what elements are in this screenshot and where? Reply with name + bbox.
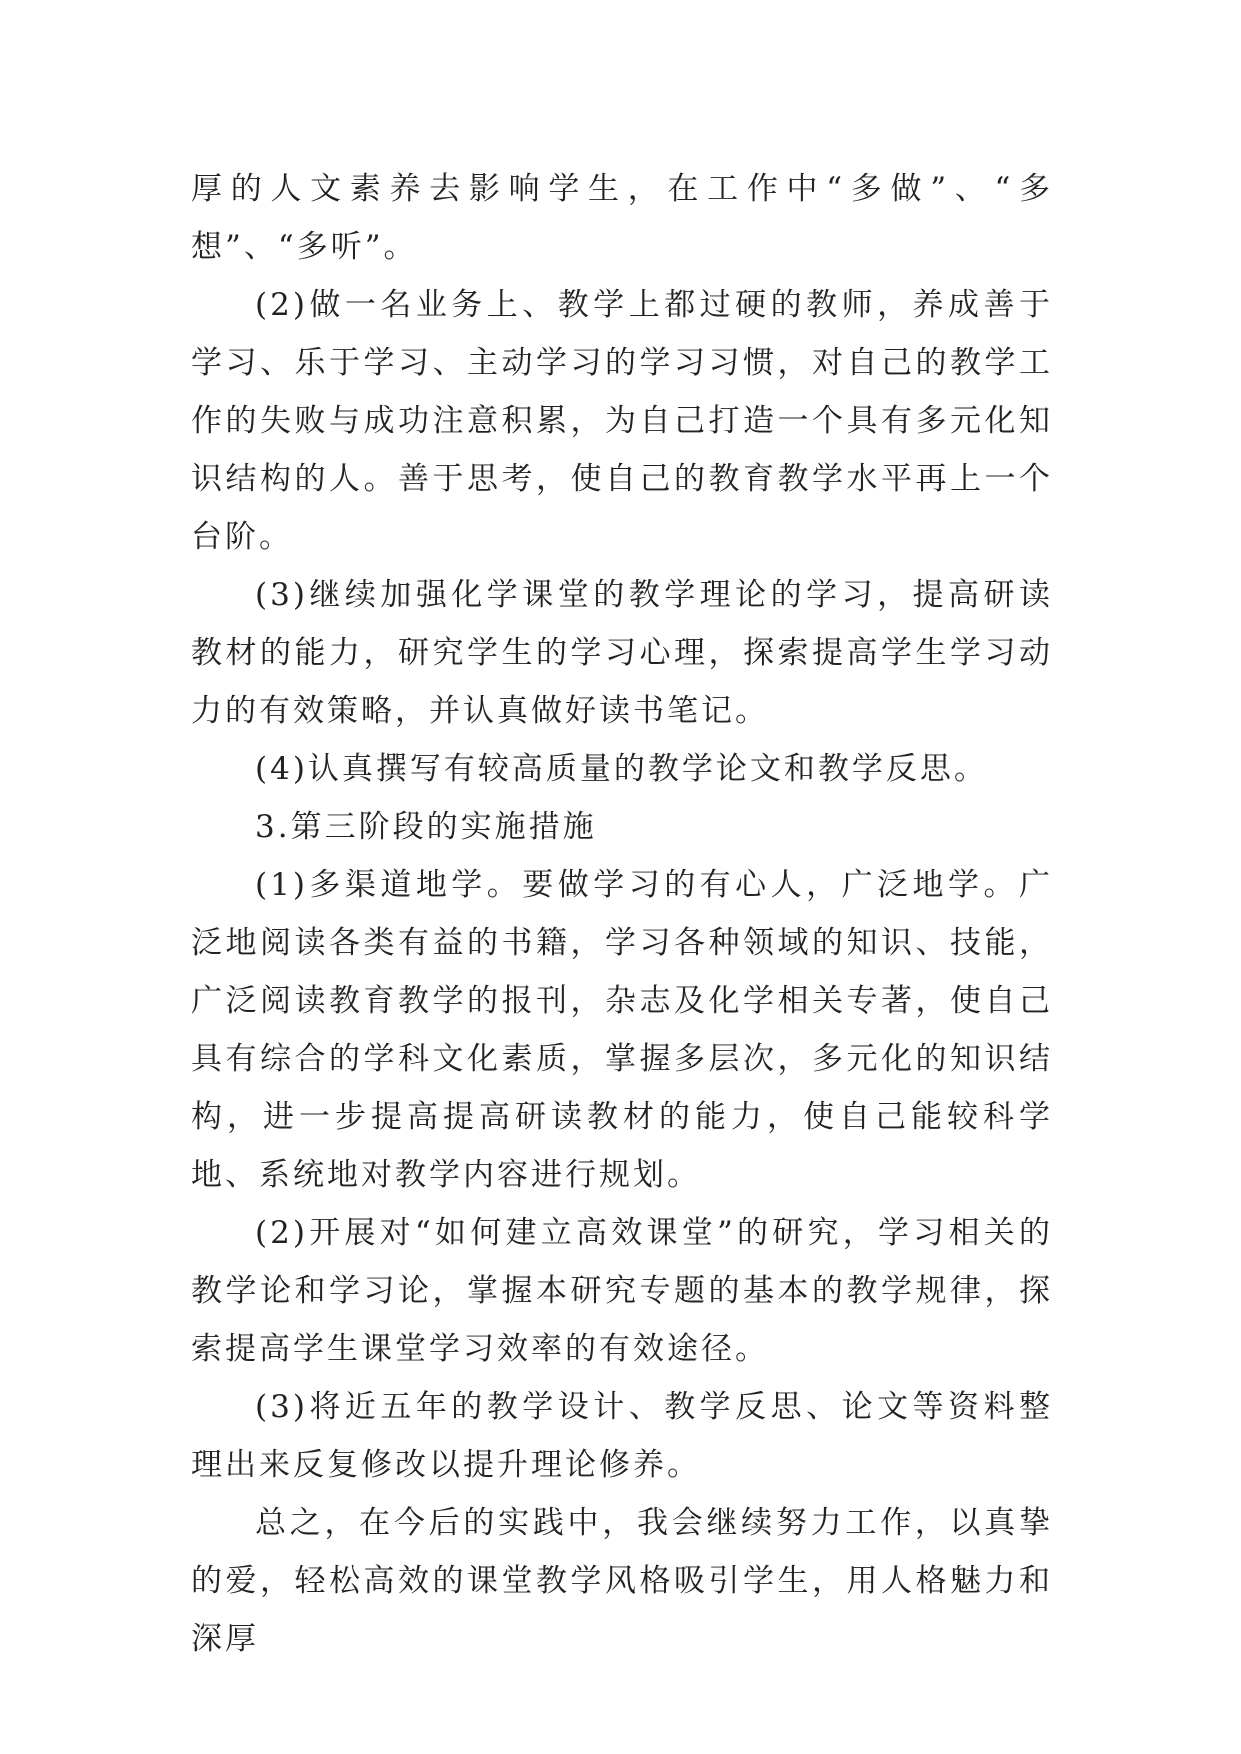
paragraph-item-3: (3)继续加强化学课堂的教学理论的学习，提高研读教材的能力，研究学生的学习心理，探索提高学生学习动力的有效策略，并认真做好读书笔记。 (191, 577, 1053, 729)
paragraph-continuation: 厚的人文素养去影响学生，在工作中“多做”、“多想”、“多听”。 (191, 171, 1053, 265)
section-heading-stage-3: 3.第三阶段的实施措施 (255, 809, 597, 845)
paragraph-stage3-item-2: (2)开展对“如何建立高效课堂”的研究，学习相关的教学论和学习论，掌握本研究专题的基本的教学规律，探索提高学生课堂学习效率的有效途径。 (191, 1215, 1053, 1367)
paragraph-stage3-item-1: (1)多渠道地学。要做学习的有心人，广泛地学。广泛地阅读各类有益的书籍，学习各种领域的知识、技能，广泛阅读教育教学的报刊，杂志及化学相关专著，使自己具有综合的学科文化素质，掌握多层次，多元化的知识结构，进一步提高提高研读教材的能力，使自己能较科学地、系统地对教学内容进行规划。 (191, 867, 1053, 1193)
paragraph-item-2: (2)做一名业务上、教学上都过硬的教师，养成善于学习、乐于学习、主动学习的学习习惯，对自己的教学工作的失败与成功注意积累，为自己打造一个具有多元化知识结构的人。善于思考，使自己的教育教学水平再上一个台阶。 (191, 287, 1053, 555)
document-body (191, 160, 1053, 1668)
paragraph-item-4: (4)认真撰写有较高质量的教学论文和教学反思。 (255, 751, 988, 787)
paragraph-stage3-item-3: (3)将近五年的教学设计、教学反思、论文等资料整理出来反复修改以提升理论修养。 (191, 1389, 1053, 1483)
paragraph-conclusion: 总之，在今后的实践中，我会继续努力工作，以真挚的爱，轻松高效的课堂教学风格吸引学生，用人格魅力和深厚 (191, 1505, 1053, 1657)
